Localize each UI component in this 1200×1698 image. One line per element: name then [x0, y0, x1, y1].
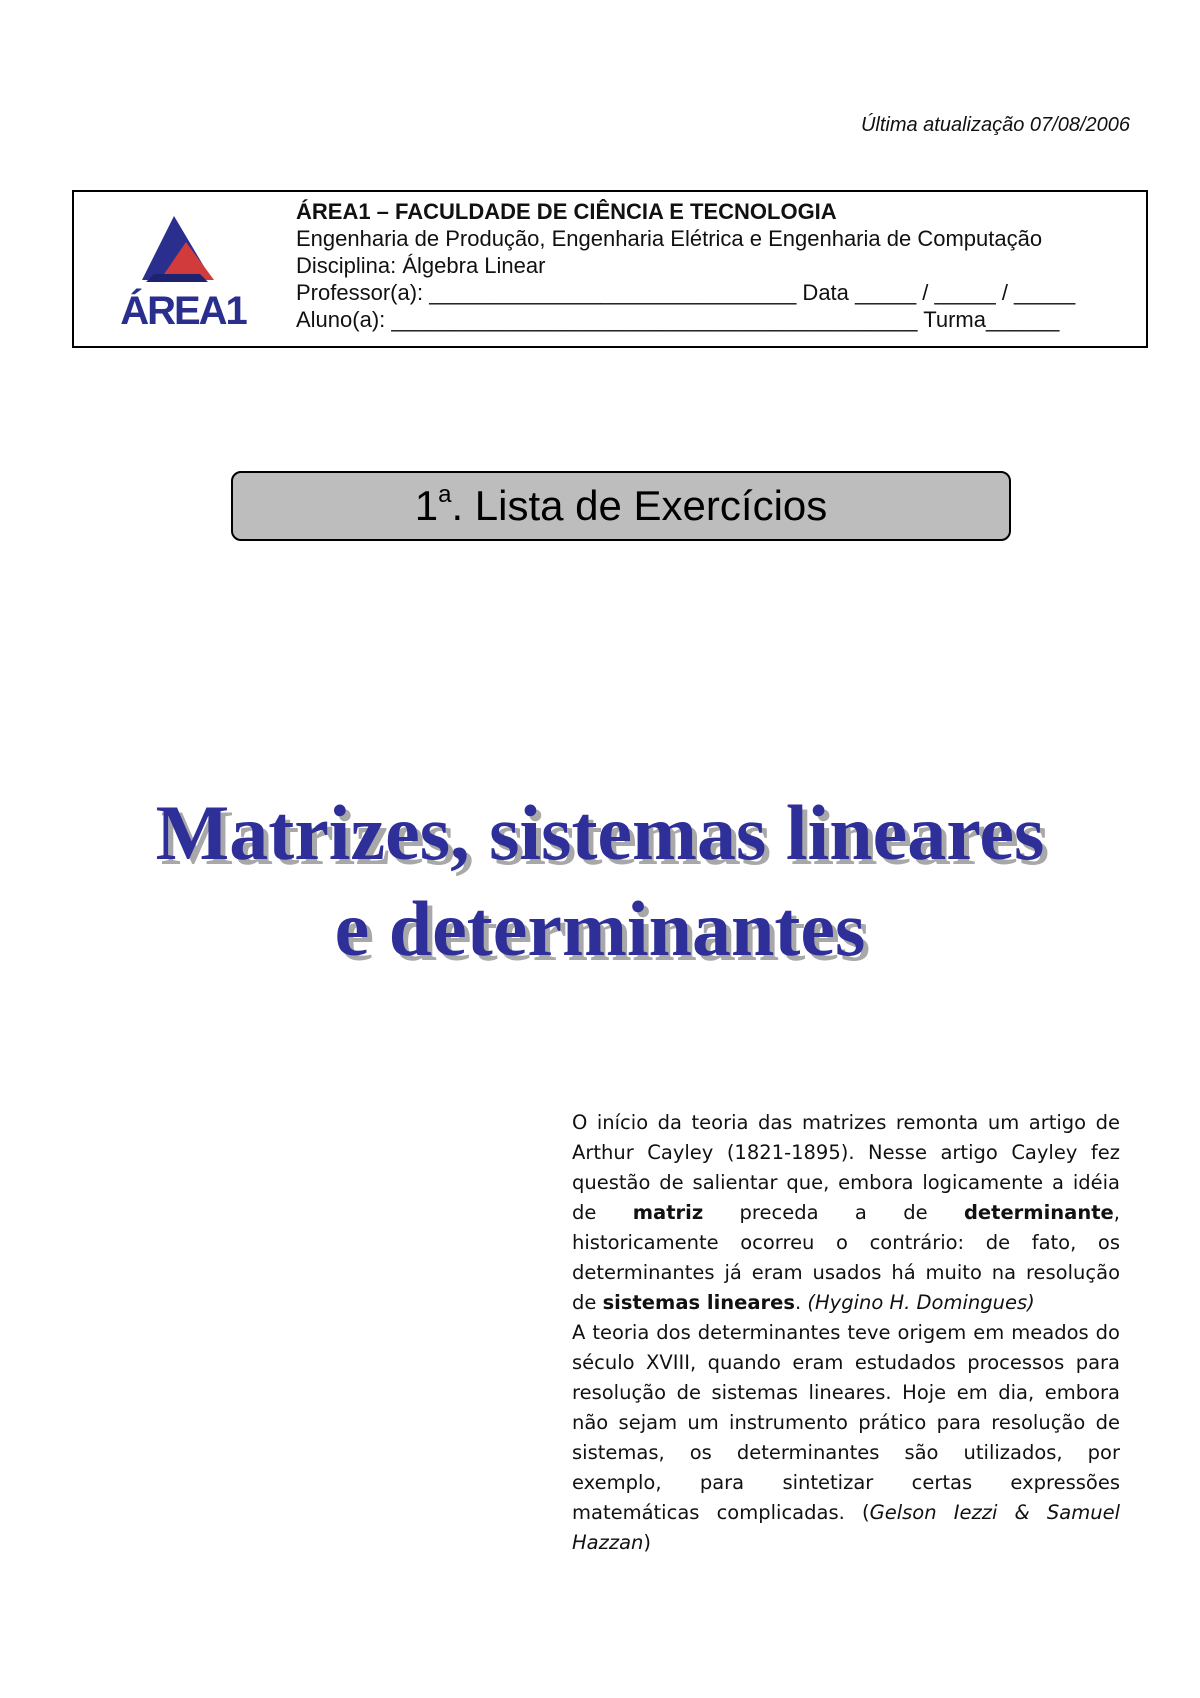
intro-quote — [572, 1108, 1120, 1558]
svg-text:ÁREA1: ÁREA1 — [120, 289, 246, 330]
title-line-2: e determinantes — [334, 885, 866, 972]
header-box — [72, 190, 1148, 348]
title-line-1: Matrizes, sistemas lineares — [155, 789, 1045, 876]
quote-text: . — [794, 1291, 808, 1314]
quote-paragraph-1 — [572, 1108, 1120, 1318]
quote-author: (Hygino H. Domingues) — [807, 1291, 1035, 1314]
quote-author: Gelson Iezzi & Samuel Hazzan — [572, 1501, 1120, 1554]
quote-text: ) — [643, 1531, 652, 1554]
header-text — [296, 198, 1126, 333]
exercise-list-banner — [231, 471, 1011, 541]
institution-name: ÁREA1 – FACULDADE DE CIÊNCIA E TECNOLOGIA — [296, 199, 837, 224]
term-matriz: matriz — [632, 1201, 704, 1224]
banner-number: 1 — [414, 482, 439, 529]
courses-line: Engenharia de Produção, Engenharia Elétrica e Engenharia de Computação — [296, 226, 1043, 251]
term-sistemas-lineares: sistemas lineares — [602, 1291, 795, 1314]
quote-paragraph-2 — [572, 1318, 1120, 1558]
area1-logo — [104, 212, 262, 330]
banner-ordinal: a — [438, 481, 452, 508]
main-title — [0, 785, 1200, 977]
quote-text: A teoria dos determinantes teve origem em meados do século XVIII, quando eram estudados processos para resolução de sistemas lineares. Hoje em dia, embora não sejam um instrumento prático para resolução de sistemas, os determinantes são utilizados, por exemplo, para sintetizar certas expressões matemáticas complicadas. ( — [572, 1321, 1120, 1524]
professor-date-line: Professor(a): ______________________________ Data _____ / _____ / _____ — [296, 280, 1076, 305]
term-determinante: determinante — [963, 1201, 1114, 1224]
quote-text: preceda a de — [703, 1201, 964, 1224]
student-class-line: Aluno(a): ___________________________________________ Turma______ — [296, 307, 1060, 332]
quote-text: , historicamente ocorreu o contrário: de fato, os determinantes já eram usados há muito na resolução de — [572, 1201, 1120, 1314]
last-update-date: Última atualização 07/08/2006 — [860, 114, 1130, 136]
banner-text: . Lista de Exercícios — [451, 482, 828, 529]
discipline-line: Disciplina: Álgebra Linear — [296, 253, 546, 278]
quote-text: O início da teoria das matrizes remonta um artigo de Arthur Cayley (1821-1895). Nesse artigo Cayley fez questão de salientar que, embora logicamente a idéia de — [572, 1111, 1120, 1224]
